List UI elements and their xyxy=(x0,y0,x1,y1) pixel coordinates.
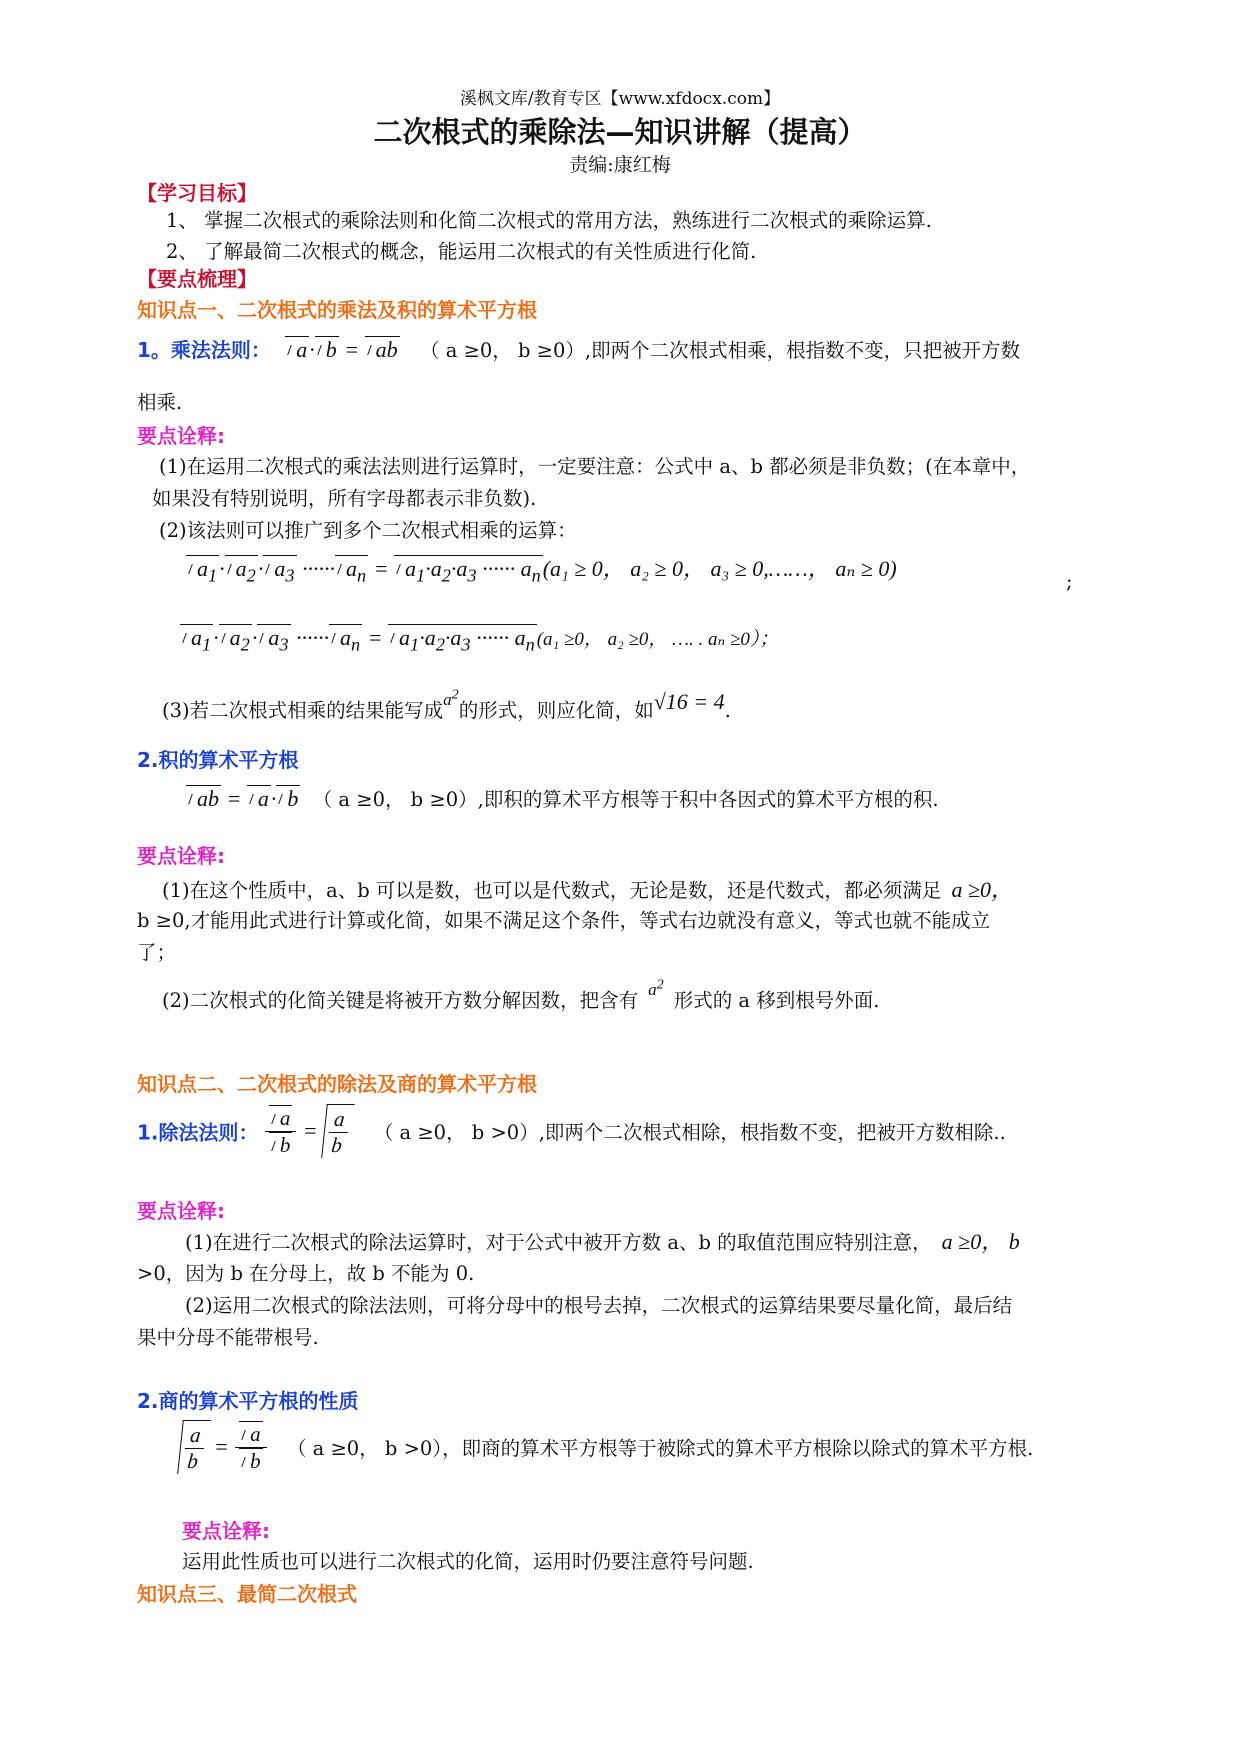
division-rule-label: 1.除法法则： xyxy=(137,1120,259,1145)
multiplication-condition: （ a ≥0， b ≥0） xyxy=(420,339,585,362)
note2: (2)该法则可以推广到多个二次根式相乘的运算： xyxy=(159,519,577,542)
division-fraction-right: $\frac{a}{b}$ xyxy=(321,1104,354,1158)
property-note2 xyxy=(162,976,880,1013)
general-formula-2-condition: (a₁ ≥0， a₂ ≥0， …. . aₙ ≥0）； xyxy=(536,629,779,650)
points-heading: 【要点梳理】 xyxy=(137,267,257,291)
product-sqrt-condition: （ a ≥0， b ≥0） xyxy=(312,788,478,811)
note-label-4: 要点诠释: xyxy=(182,1519,270,1543)
multiplication-rule xyxy=(137,334,1020,363)
property-note2-post: 形式的 a 移到根号外面. xyxy=(673,989,880,1012)
product-sqrt-text: ,即积的算术平方根等于积中各因式的算术平方根的积. xyxy=(477,788,939,811)
note-label: 要点诠释: xyxy=(137,424,225,448)
multiplication-rule-text-cont: 相乘. xyxy=(137,391,183,414)
division-note2-line2: 果中分母不能带根号. xyxy=(137,1326,319,1349)
multiplication-formula: a· b = ab xyxy=(285,337,399,362)
property-note2-pre: (2)二次根式的化简关键是将被开方数分解因数，把含有 xyxy=(162,989,639,1012)
note3: (3)若二次根式相乘的结果能写成$a^2$的形式，则应化简，如√16 = 4. xyxy=(162,686,731,722)
goals-heading: 【学习目标】 xyxy=(137,181,257,205)
quotient-text: ，即商的算术平方根等于被除式的算术平方根除以除式的算术平方根. xyxy=(442,1437,1034,1460)
note-label-2: 要点诠释: xyxy=(137,844,225,868)
a-squared-symbol-2: $a^2$ xyxy=(648,976,664,999)
site-header: 溪枫文库/教育专区【www.xfdocx.com】 xyxy=(459,89,781,109)
division-condition: （ a ≥0， b >0） xyxy=(373,1121,539,1144)
a-squared-symbol: $a^2$ xyxy=(443,686,459,709)
editor-line: 责编:康红梅 xyxy=(569,154,671,176)
division-rule xyxy=(137,1104,1006,1158)
division-note1-tail: a ≥0， b xyxy=(941,1229,1020,1254)
note3-mid: 的形式，则应化简，如 xyxy=(458,699,654,722)
goal-item-1: 1、 掌握二次根式的乘除法则和化简二次根式的常用方法，熟练进行二次根式的乘除运算. xyxy=(166,209,932,232)
division-rule-text: ,即两个二次根式相除，根指数不变，把被开方数相除.. xyxy=(538,1121,1006,1144)
product-sqrt-expression: ab = a· b xyxy=(186,786,300,811)
general-formula-1-semicolon: ; xyxy=(1066,570,1073,593)
general-formula-2: $a_1\cdot a_2\cdot a_3$ ······ $a_n = a_1\cdot a_2\cdot a_3$ ······ $a_n$ (a₁ ≥0， a₂ ≥0， …. . aₙ ≥0）； xyxy=(180,624,778,655)
quotient-sqrt-formula xyxy=(180,1420,1033,1474)
division-note1-text: (1)在进行二次根式的除法运算时，对于公式中被开方数 a、b 的取值范围应特别注意， xyxy=(185,1231,932,1254)
note1-line2: 如果没有特别说明，所有字母都表示非负数). xyxy=(152,487,537,510)
product-sqrt-formula xyxy=(186,784,939,812)
property-note1-line1 xyxy=(162,873,1013,904)
division-fraction-left: $\frac{a}{b}$ xyxy=(265,1105,297,1158)
property-note1-tail: a ≥0， xyxy=(951,877,1014,902)
general-formula-1-condition: (a₁ ≥ 0， a₂ ≥ 0， a₃ ≥ 0,……， aₙ ≥ 0) xyxy=(542,556,897,581)
goal-item-2: 2、 了解最简二次根式的概念，能运用二次根式的有关性质进行化简. xyxy=(166,240,757,263)
multiplication-rule-text: ,即两个二次根式相乘，根指数不变，只把被开方数 xyxy=(584,339,1021,362)
page-title: 二次根式的乘除法—知识讲解（提高） xyxy=(373,115,867,149)
equals-sign-2: = xyxy=(213,1434,229,1459)
property-note1-line2: b ≥0,才能用此式进行计算或化简，如果不满足这个条件，等式右边就没有意义，等式也就不能成立 xyxy=(137,909,991,932)
quotient-sqrt-heading: 2.商的算术平方根的性质 xyxy=(137,1389,359,1413)
division-note1-line1 xyxy=(185,1225,1020,1256)
sqrt16-example: √16 = 4 xyxy=(653,689,725,714)
quotient-condition: （ a ≥0， b >0） xyxy=(286,1437,443,1460)
section3-heading: 知识点三、最简二次根式 xyxy=(137,1582,357,1606)
section1-heading: 知识点一、二次根式的乘法及积的算术平方根 xyxy=(137,298,537,322)
multiplication-rule-label: 1。乘法法则： xyxy=(137,338,271,362)
quotient-fraction-right: $\frac{a}{b}$ xyxy=(235,1421,267,1474)
note-label-3: 要点诠释: xyxy=(137,1199,225,1223)
quotient-note: 运用此性质也可以进行二次根式的化简，运用时仍要注意符号问题. xyxy=(182,1550,754,1573)
quotient-fraction-left: $\frac{a}{b}$ xyxy=(177,1420,210,1474)
division-note2-line1: (2)运用二次根式的除法法则，可将分母中的根号去掉，二次根式的运算结果要尽量化简，最后结 xyxy=(185,1294,1013,1317)
property-note1-text: (1)在这个性质中，a、b 可以是数，也可以是代数式，无论是数，还是代数式，都必须满足 xyxy=(162,879,942,902)
note1-line1: (1)在运用二次根式的乘法法则进行运算时，一定要注意：公式中 a、b 都必须是非负数；(在本章中， xyxy=(159,455,1031,478)
equals-sign: = xyxy=(302,1118,318,1143)
property-note1-line3: 了； xyxy=(137,941,177,964)
division-note1-line2: >0，因为 b 在分母上，故 b 不能为 0. xyxy=(137,1262,475,1285)
note3-pre: (3)若二次根式相乘的结果能写成 xyxy=(162,699,444,722)
general-formula-1: $a_1\cdot a_2\cdot a_3$ ······ $a_n = a_1\cdot a_2\cdot a_3$ ······ $a_n(a_1 \ge 0$， a₂ ≥ 0， a₃ ≥ 0,……， aₙ ≥ 0) xyxy=(186,552,897,586)
product-sqrt-heading: 2.积的算术平方根 xyxy=(137,748,299,772)
section2-heading: 知识点二、二次根式的除法及商的算术平方根 xyxy=(137,1072,537,1096)
